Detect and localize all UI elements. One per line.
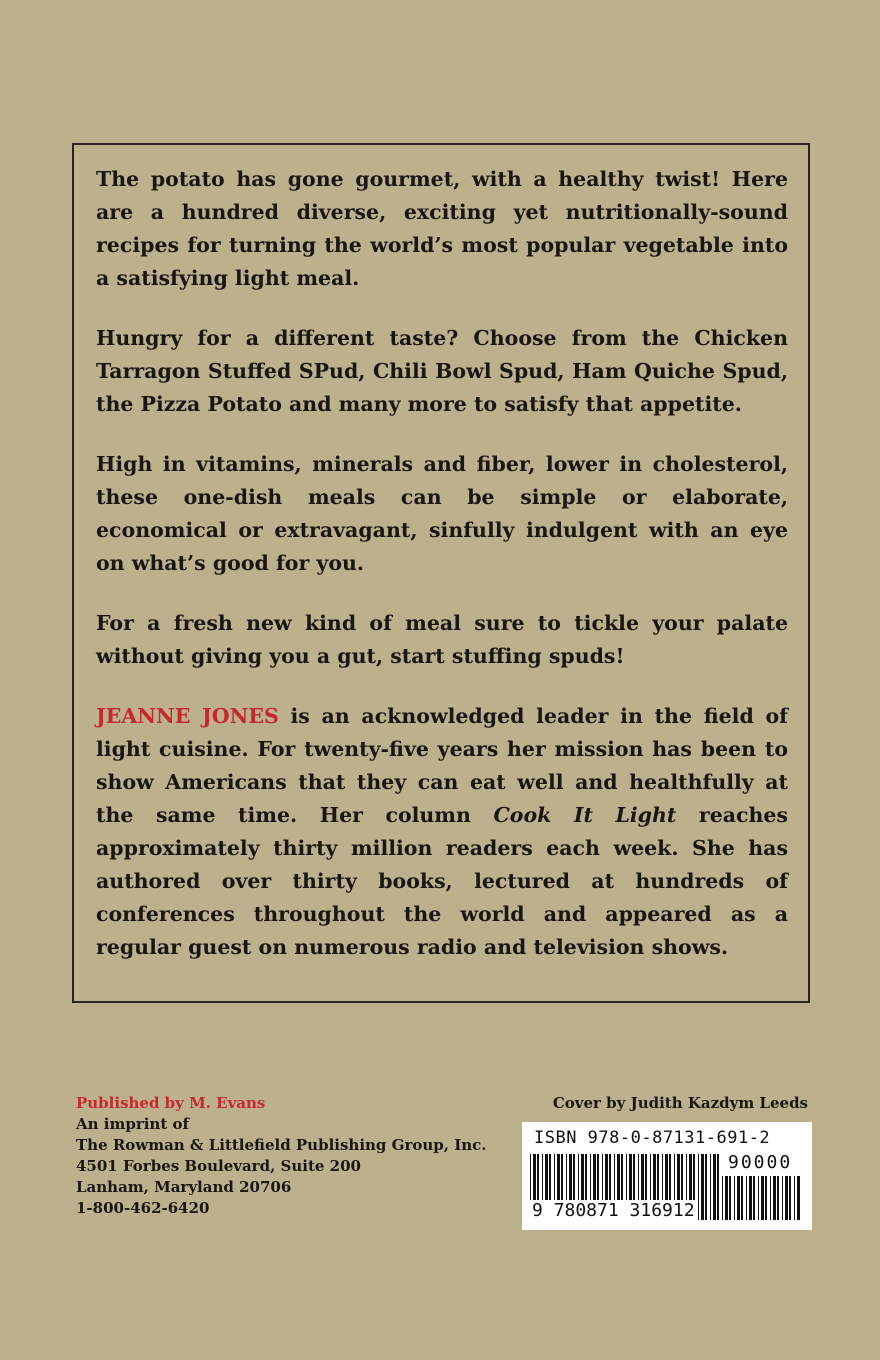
- publisher-phone: 1-800-462-6420: [76, 1199, 210, 1217]
- publisher-info: [76, 1093, 486, 1219]
- barcode-digits: 9 780871 316912: [532, 1200, 695, 1221]
- author-bio: [96, 700, 788, 964]
- barcode-addon: 90000: [728, 1152, 793, 1173]
- column-title: Cook It Light: [493, 803, 677, 827]
- blurb-paragraph-3: High in vitamins, minerals and fiber, lower in cholesterol, these one-dish meals can be simple or elaborate, economical or extravagant, sinfully indulgent with an eye on what’s good for you.: [96, 452, 788, 575]
- cover-credit: Cover by Judith Kazdym Leeds: [552, 1094, 808, 1112]
- barcode: [522, 1122, 812, 1230]
- blurb-paragraph-1: The potato has gone gourmet, with a healthy twist! Here are a hundred diverse, exciting yet nutritionally-sound recipes for turning the world’s most popular vegetable into a satisfying light meal.: [96, 167, 788, 290]
- barcode-addon-bars-icon: [722, 1176, 802, 1220]
- blurb-paragraph-2: Hungry for a different taste? Choose from the Chicken Tarragon Stuffed SPud, Chili Bowl Spud, Ham Quiche Spud, the Pizza Potato and many more to satisfy that appetite.: [96, 326, 788, 416]
- isbn-label: ISBN 978-0-87131-691-2: [534, 1128, 771, 1148]
- publisher-city: Lanham, Maryland 20706: [76, 1178, 292, 1196]
- author-bio-text-2: reaches approximately thirty million readers each week. She has authored over thirty books, lectured at hundreds of conferences throughout the world and appeared as a regular guest on numerous radio and television shows.: [96, 803, 789, 959]
- published-by: Published by M. Evans: [76, 1094, 266, 1112]
- author-bio-text-1: is an acknowledged leader in the field of light cuisine. For twenty-five years her mission has been to show Americans that they can eat well and healthfully at the same time. Her column: [96, 704, 788, 827]
- blurb-paragraph-4: For a fresh new kind of meal sure to tickle your palate without giving you a gut, start stuffing spuds!: [96, 611, 788, 668]
- blurb-box: [72, 143, 810, 1003]
- author-name: JEANNE JONES: [96, 704, 279, 728]
- imprint-line: An imprint of: [76, 1115, 189, 1133]
- publisher-group: The Rowman & Littlefield Publishing Group, Inc.: [76, 1136, 487, 1154]
- publisher-street: 4501 Forbes Boulevard, Suite 200: [76, 1157, 361, 1175]
